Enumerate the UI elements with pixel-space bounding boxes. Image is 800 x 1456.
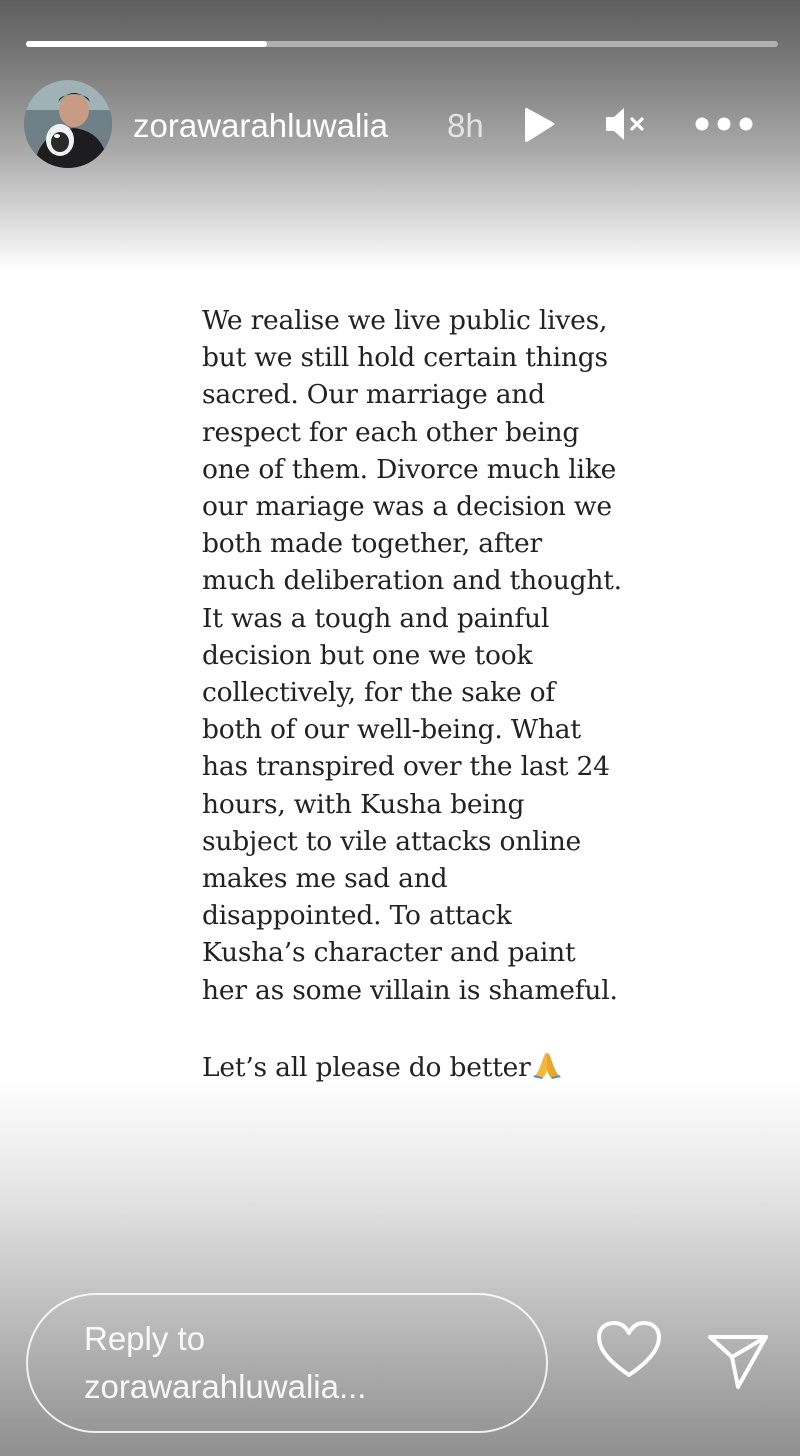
story-progress-fill [26, 41, 267, 47]
story-username[interactable]: zorawarahluwalia [133, 107, 388, 144]
reply-placeholder-line-2: zorawarahluwalia... [84, 1368, 367, 1405]
story-progress-bar [26, 41, 778, 47]
reply-placeholder [84, 1315, 524, 1411]
send-icon[interactable] [706, 1327, 770, 1391]
play-icon[interactable] [518, 106, 558, 144]
profile-photo-icon [24, 80, 112, 168]
story-message: We realise we live public lives, but we still hold certain things sacred. Our marriage and respect for each other being one of them. Divorce much like our mariage was a decision we both made together, after much deliberation and thought. It was a tough and painful decision but one we took collectively, for the sake of both of our well-being. What has transpired over the last 24 hours, with Kusha being subject to vile attacks online makes me sad and disappointed. To attack Kusha’s character and paint her as some villain is shameful. [202, 305, 622, 1006]
speaker-muted-icon[interactable] [603, 104, 649, 144]
story-text-block [202, 302, 622, 1086]
more-options-icon[interactable] [693, 114, 755, 134]
story-timestamp: 8h [447, 107, 484, 144]
folded-hands-icon [531, 1050, 563, 1080]
heart-icon[interactable] [596, 1320, 662, 1380]
profile-avatar[interactable] [24, 80, 112, 168]
reply-placeholder-line-1: Reply to [84, 1320, 206, 1357]
closing-text: Let’s all please do better [202, 1051, 531, 1083]
reply-input[interactable] [26, 1293, 548, 1433]
story-closing-line [202, 1049, 622, 1086]
